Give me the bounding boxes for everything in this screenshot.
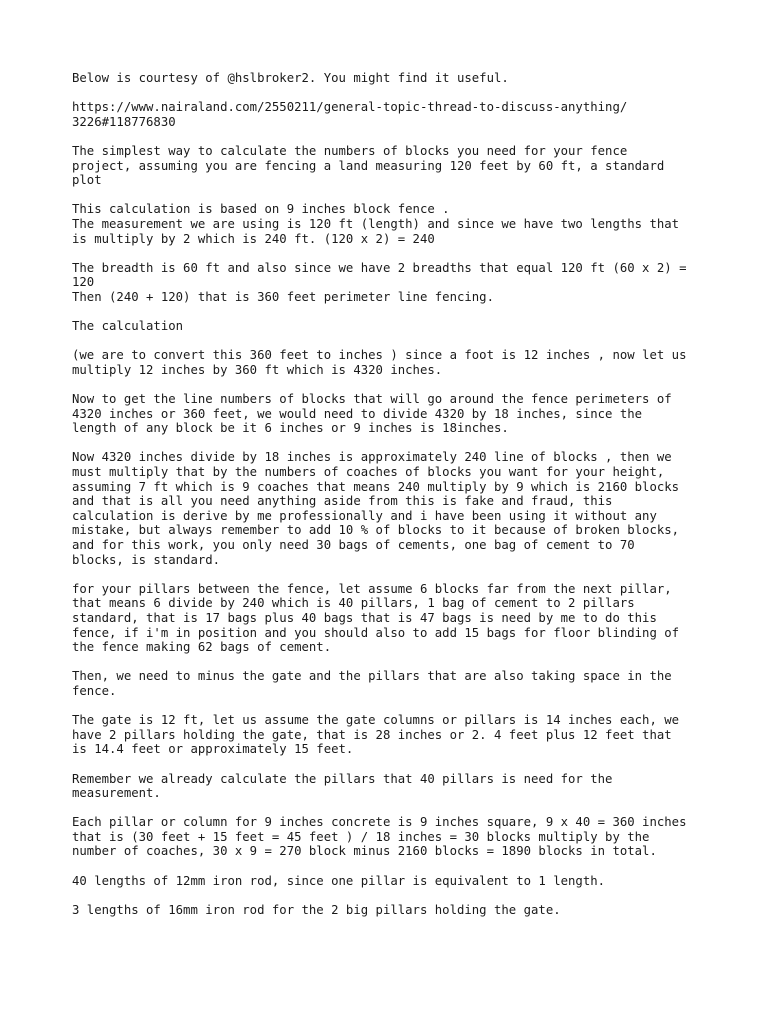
paragraph-minus-gate bbox=[72, 669, 712, 698]
text-line: Remember we already calculate the pillars that 40 pillars is need for the bbox=[72, 771, 613, 786]
text-line: blocks, is standard. bbox=[72, 552, 221, 567]
text-line: must multiply that by the numbers of coaches of blocks you want for your height, bbox=[72, 465, 665, 480]
text-line: and for this work, you only need 30 bags of cements, one bag of cement to 70 bbox=[72, 538, 635, 552]
text-line: Now 4320 inches divide by 18 inches is approximately 240 line of blocks , then we bbox=[72, 450, 672, 465]
text-line: the fence making 62 bags of cement. bbox=[72, 640, 332, 655]
text-line: standard, that is 17 bags plus 40 bags that is 47 bags is need by me to do this bbox=[72, 610, 657, 625]
paragraph-coaches bbox=[72, 450, 712, 567]
text-line: 3 lengths of 16mm iron rod for the 2 big pillars holding the gate. bbox=[72, 902, 561, 917]
text-line: The measurement we are using is 120 ft (length) and since we have two lengths that bbox=[72, 216, 680, 231]
text-line: is 14.4 feet or approximately 15 feet. bbox=[72, 742, 354, 757]
paragraph-convert-inches bbox=[72, 348, 712, 377]
text-line: The simplest way to calculate the numbers of blocks you need for your fence bbox=[72, 143, 628, 158]
text-line: 4320 inches or 360 feet, we would need to divide 4320 by 18 inches, since the bbox=[72, 406, 643, 421]
text-line: The calculation bbox=[72, 319, 184, 334]
text-line: calculation is derive by me professionally and i have been using it without any bbox=[72, 508, 657, 523]
text-line: project, assuming you are fencing a land measuring 120 feet by 60 ft, a standard bbox=[72, 158, 665, 173]
text-line: fence. bbox=[72, 683, 117, 698]
text-line: Then (240 + 120) that is 360 feet perimeter line fencing. bbox=[72, 289, 494, 304]
text-line: 3226#118776830 bbox=[72, 114, 176, 129]
paragraph-line-blocks bbox=[72, 392, 712, 436]
text-line: 120 bbox=[72, 275, 95, 290]
paragraph-intro bbox=[72, 144, 712, 188]
text-line: 40 lengths of 12mm iron rod, since one pillar is equivalent to 1 length. bbox=[72, 873, 606, 888]
paragraph-calculation-heading bbox=[72, 319, 712, 334]
text-line: fence, if i'm in position and you should also to add 15 bags for floor blinding of bbox=[72, 625, 680, 640]
paragraph-12mm-rod bbox=[72, 874, 712, 889]
text-line: number of coaches, 30 x 9 = 270 block minus 2160 blocks = 1890 blocks in total. bbox=[72, 844, 657, 859]
text-line: that means 6 divide by 240 which is 40 pillars, 1 bag of cement to 2 pillars bbox=[72, 596, 635, 611]
text-line: Each pillar or column for 9 inches concrete is 9 inches square, 9 x 40 = 360 inches bbox=[72, 815, 687, 830]
text-line: The gate is 12 ft, let us assume the gate columns or pillars is 14 inches each, we bbox=[72, 713, 680, 728]
text-line: that is (30 feet + 15 feet = 45 feet ) / 18 inches = 30 blocks multiply by the bbox=[72, 829, 650, 844]
text-line: for your pillars between the fence, let assume 6 blocks far from the next pillar, bbox=[72, 581, 672, 596]
paragraph-breadth bbox=[72, 261, 712, 305]
text-line: This calculation is based on 9 inches block fence . bbox=[72, 202, 450, 217]
text-line: https://www.nairaland.com/2550211/general-topic-thread-to-discuss-anything/ bbox=[72, 100, 628, 115]
paragraph-each-pillar bbox=[72, 815, 712, 859]
text-line: Then, we need to minus the gate and the pillars that are also taking space in the bbox=[72, 669, 672, 684]
paragraph-16mm-rod bbox=[72, 903, 712, 918]
text-line: mistake, but always remember to add 10 % of blocks to it because of broken blocks, bbox=[72, 523, 680, 538]
text-line: assuming 7 ft which is 9 coaches that means 240 multiply by 9 which is 2160 blocks bbox=[72, 479, 680, 494]
text-line: measurement. bbox=[72, 786, 161, 801]
text-line: Now to get the line numbers of blocks that will go around the fence perimeters of bbox=[72, 392, 672, 407]
text-line: The breadth is 60 ft and also since we have 2 breadths that equal 120 ft (60 x 2) = bbox=[72, 260, 687, 275]
text-line: and that is all you need anything aside from this is fake and fraud, this bbox=[72, 494, 613, 509]
paragraph-courtesy bbox=[72, 71, 712, 86]
text-line: (we are to convert this 360 feet to inches ) since a foot is 12 inches , now let us bbox=[72, 348, 687, 363]
paragraph-remember bbox=[72, 772, 712, 801]
paragraph-pillars bbox=[72, 582, 712, 655]
paragraph-basis bbox=[72, 202, 712, 246]
text-line: is multiply by 2 which is 240 ft. (120 x 2) = 240 bbox=[72, 231, 435, 246]
text-line: plot bbox=[72, 173, 102, 188]
text-line: length of any block be it 6 inches or 9 inches is 18inches. bbox=[72, 421, 509, 436]
paragraph-link[interactable] bbox=[72, 100, 712, 129]
paragraph-gate bbox=[72, 713, 712, 757]
document-body bbox=[72, 71, 712, 932]
text-line: Below is courtesy of @hslbroker2. You might find it useful. bbox=[72, 71, 509, 85]
text-line: multiply 12 inches by 360 ft which is 4320 inches. bbox=[72, 362, 443, 377]
text-line: have 2 pillars holding the gate, that is 28 inches or 2. 4 feet plus 12 feet that bbox=[72, 727, 672, 742]
